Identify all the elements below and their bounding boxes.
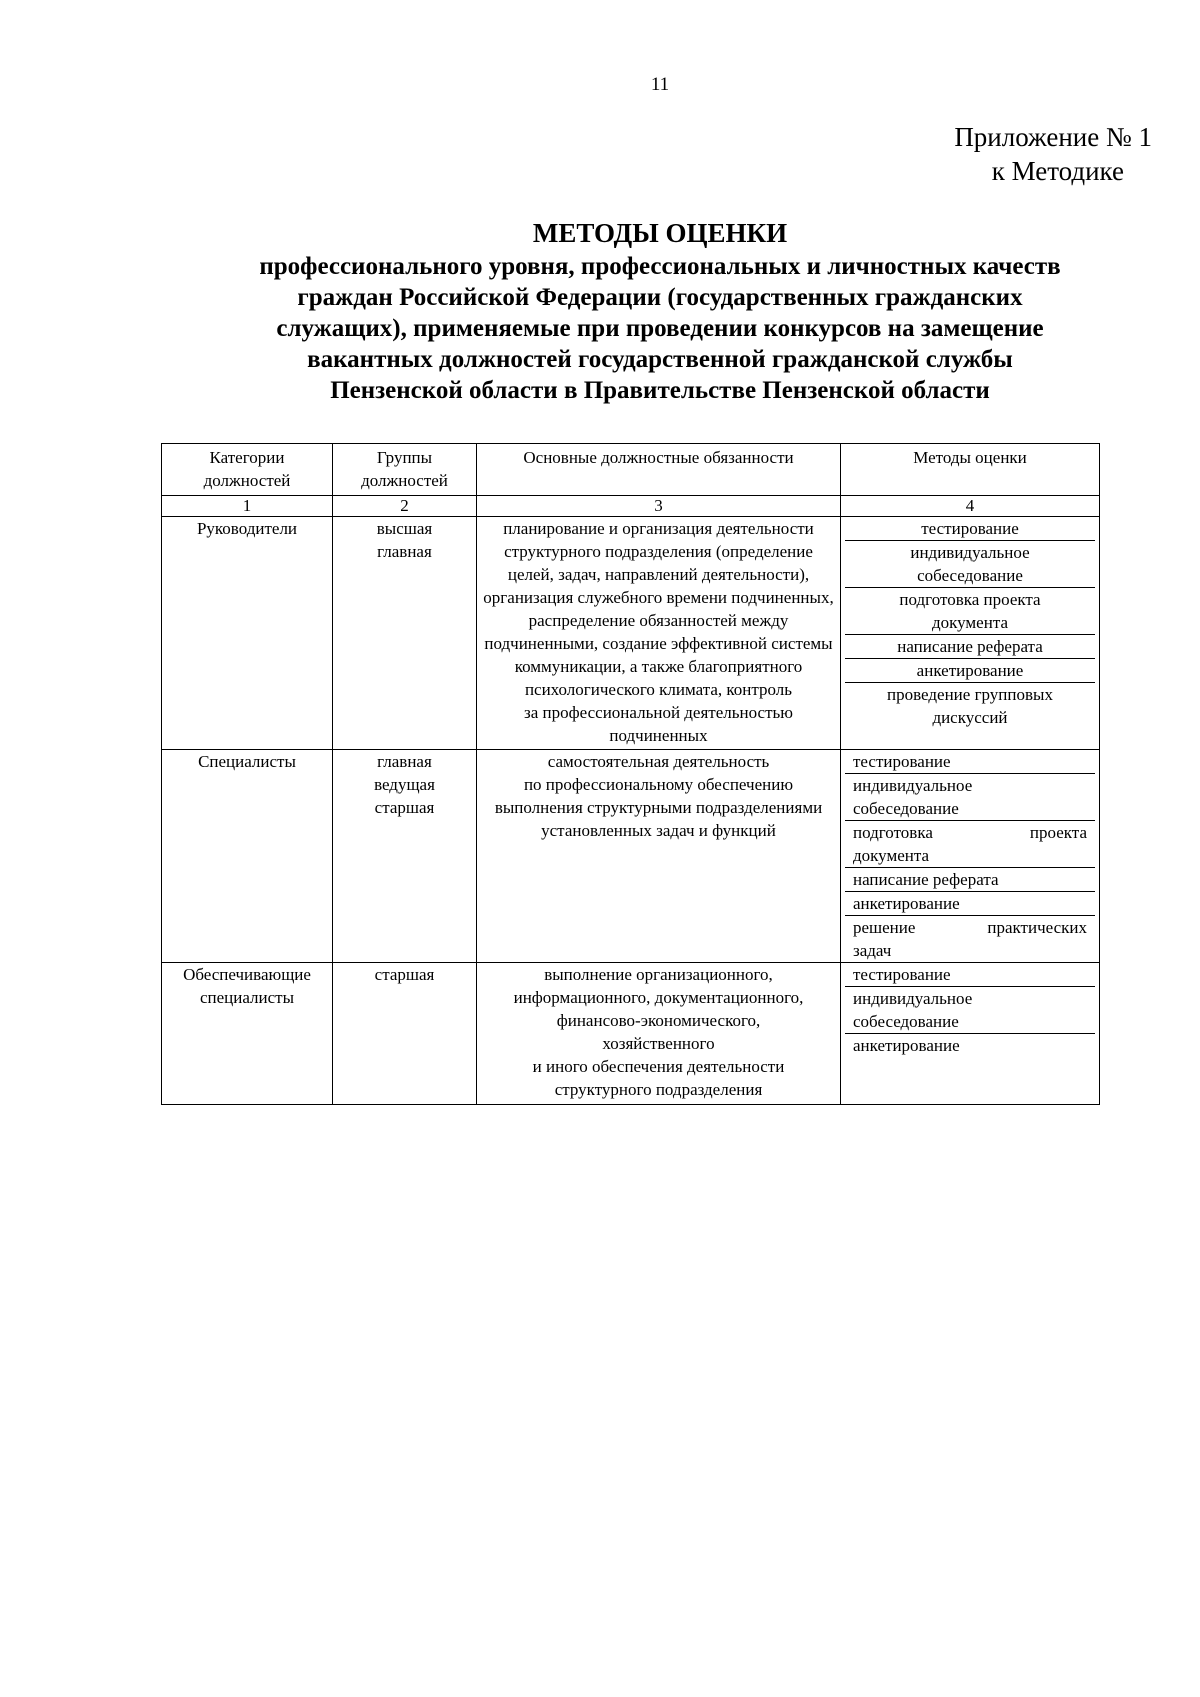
category-cell: Руководители xyxy=(162,517,333,750)
methods-cell xyxy=(841,963,1100,1105)
column-number: 1 xyxy=(162,496,333,517)
groups-cell: старшая xyxy=(333,963,477,1105)
subtitle-line-1: профессионального уровня, профессиональных и личностных качеств xyxy=(259,253,1061,280)
method-item: анкетирование xyxy=(853,1036,960,1055)
appendix-line-2: к Методике xyxy=(991,156,1124,186)
methods-cell xyxy=(841,750,1100,963)
duties-cell: планирование и организация деятельности структурного подразделения (определение целей, задач, направлений деятельности), организация служебного времени подчиненных, распределение обязанностей между подчиненными, создание эффективной системы коммуникации, а также благоприятного психологического климата, контроль за профессиональной деятельностью подчиненных xyxy=(477,517,841,750)
method-item: написание реферата xyxy=(845,868,1095,892)
method-item: тестирование xyxy=(845,750,1095,774)
header-duties: Основные должностные обязанности xyxy=(477,444,841,496)
assessment-methods-table xyxy=(161,443,1100,1105)
column-number: 2 xyxy=(333,496,477,517)
method-item: проведение групповых дискуссий xyxy=(887,685,1053,727)
method-item: анкетирование xyxy=(845,892,1095,916)
subtitle-line-2: граждан Российской Федерации (государственных гражданских xyxy=(297,284,1023,311)
method-item: подготовка проекта документа xyxy=(845,588,1095,635)
table-row xyxy=(162,750,1100,963)
groups-cell: высшая главная xyxy=(333,517,477,750)
appendix-label xyxy=(954,120,1152,188)
duties-cell: выполнение организационного, информационного, документационного, финансово-экономического, хозяйственного и иного обеспечения деятельности структурного подразделения xyxy=(477,963,841,1105)
page-number: 11 xyxy=(650,74,670,95)
header-groups: Группы должностей xyxy=(333,444,477,496)
method-item: индивидуальное собеседование xyxy=(845,987,1095,1034)
column-number-row xyxy=(162,496,1100,517)
table-row xyxy=(162,517,1100,750)
table-row xyxy=(162,963,1100,1105)
document-title-block xyxy=(160,218,1160,406)
method-item: анкетирование xyxy=(845,659,1095,683)
methods-cell xyxy=(841,517,1100,750)
column-number: 4 xyxy=(841,496,1100,517)
groups-cell: главная ведущая старшая xyxy=(333,750,477,963)
document-title: МЕТОДЫ ОЦЕНКИ xyxy=(532,218,788,248)
appendix-line-1: Приложение № 1 xyxy=(954,122,1152,152)
subtitle-line-4: вакантных должностей государственной гражданской службы xyxy=(307,346,1013,373)
method-item: подготовка проекта документа xyxy=(845,821,1095,868)
subtitle-line-3: служащих), применяемые при проведении конкурсов на замещение xyxy=(276,315,1044,342)
category-cell: Обеспечивающие специалисты xyxy=(162,963,333,1105)
method-item: тестирование xyxy=(845,517,1095,541)
table-header-row xyxy=(162,444,1100,496)
subtitle-line-5: Пензенской области в Правительстве Пензенской области xyxy=(330,377,990,404)
method-item: решение практических задач xyxy=(853,918,1087,960)
method-item: индивидуальное собеседование xyxy=(845,541,1095,588)
header-categories: Категории должностей xyxy=(162,444,333,496)
header-methods: Методы оценки xyxy=(841,444,1100,496)
method-item: индивидуальное собеседование xyxy=(845,774,1095,821)
method-item: написание реферата xyxy=(845,635,1095,659)
duties-cell: самостоятельная деятельность по профессиональному обеспечению выполнения структурными подразделениями установленных задач и функций xyxy=(477,750,841,963)
method-item: тестирование xyxy=(845,963,1095,987)
column-number: 3 xyxy=(477,496,841,517)
category-cell: Специалисты xyxy=(162,750,333,963)
